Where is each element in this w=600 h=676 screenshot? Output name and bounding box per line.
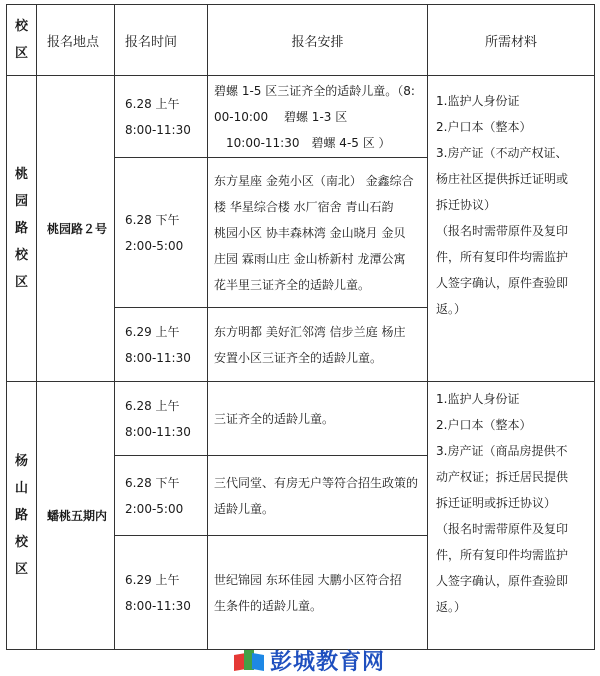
materials-line: 2.户口本（整本）: [436, 418, 532, 432]
arrangement-line: 三证齐全的适龄儿童。: [214, 411, 335, 426]
campus-cell: [7, 382, 37, 650]
time-range: 8:00-11:30: [125, 122, 191, 137]
time-cell: [115, 456, 208, 536]
arrangement-cell: [208, 456, 428, 536]
materials-cell: [428, 76, 595, 382]
arrangement-cell: [208, 382, 428, 456]
arrangement-line: 适龄儿童。: [214, 501, 275, 516]
materials-line: 杨庄社区提供拆迁证明或: [436, 172, 569, 186]
materials-line: 3.房产证（商品房提供不: [436, 444, 568, 458]
header-campus-char: 校: [14, 19, 28, 34]
watermark-text: 彭城教育网: [270, 649, 386, 675]
campus-char: 园: [14, 194, 28, 209]
arrangement-line: 桃园小区 协丰森林湾 金山晓月 金贝: [214, 225, 406, 240]
time-date: 6.28 下午: [125, 475, 180, 490]
campus-cell: [7, 76, 37, 382]
table-row: [7, 76, 595, 158]
registration-table: [6, 4, 595, 650]
materials-line: 拆迁证明或拆迁协议）: [436, 496, 557, 510]
header-campus: [7, 5, 37, 76]
arrangement-line: 碧螺 1-5 区三证齐全的适龄儿童。（8:: [214, 83, 415, 98]
campus-char: 区: [14, 562, 28, 577]
campus-char: 区: [14, 275, 28, 290]
materials-line: （报名时需带原件及复印: [436, 224, 569, 238]
campus-char: 路: [14, 508, 28, 523]
time-range: 2:00-5:00: [125, 501, 184, 516]
arrangement-line: 花半里三证齐全的适龄儿童。: [214, 277, 371, 292]
time-cell: [115, 382, 208, 456]
header-row: [7, 5, 595, 76]
arrangement-line: 生条件的适龄儿童。: [214, 598, 323, 613]
materials-cell: [428, 382, 595, 650]
arrangement-cell: [208, 158, 428, 308]
arrangement-line: 世纪锦园 东环佳园 大鹏小区符合招: [214, 572, 402, 587]
arrangement-line: 东方星座 金苑小区（南北） 金鑫综合: [214, 173, 414, 188]
time-date: 6.29 上午: [125, 572, 180, 587]
time-date: 6.28 下午: [125, 212, 180, 227]
header-campus-char: 区: [14, 46, 28, 61]
time-cell: [115, 158, 208, 308]
time-date: 6.28 上午: [125, 96, 180, 111]
materials-line: 3.房产证（不动产权证、: [436, 146, 568, 160]
materials-line: （报名时需带原件及复印: [436, 522, 569, 536]
materials-line: 1.监护人身份证: [436, 392, 520, 406]
time-range: 8:00-11:30: [125, 424, 191, 439]
time-date: 6.28 上午: [125, 398, 180, 413]
campus-char: 校: [14, 248, 28, 263]
campus-char: 杨: [14, 454, 28, 469]
place-cell: 蟠桃五期内: [37, 382, 115, 650]
arrangement-line: 楼 华星综合楼 水厂宿舍 青山石韵: [214, 199, 394, 214]
campus-char: 校: [14, 535, 28, 550]
arrangement-line: 东方明都 美好汇邻湾 信步兰庭 杨庄: [214, 324, 406, 339]
arrangement-line: 00-10:00 碧螺 1-3 区: [214, 109, 348, 124]
materials-line: 1.监护人身份证: [436, 94, 520, 108]
campus-char: 桃: [14, 167, 28, 182]
arrangement-line: 安置小区三证齐全的适龄儿童。: [214, 350, 383, 365]
time-cell: [115, 76, 208, 158]
materials-line: 人签字确认，原件查验即: [436, 276, 569, 290]
campus-char: 山: [14, 481, 28, 496]
arrangement-line: 10:00-11:30 碧螺 4-5 区 ）: [214, 135, 391, 150]
arrangement-cell: [208, 308, 428, 382]
place-cell: 桃园路２号: [37, 76, 115, 382]
time-range: 8:00-11:30: [125, 350, 191, 365]
campus-char: 路: [14, 221, 28, 236]
arrangement-cell: [208, 76, 428, 158]
header-place: 报名地点: [37, 5, 115, 76]
time-range: 2:00-5:00: [125, 238, 184, 253]
time-cell: [115, 536, 208, 650]
time-range: 8:00-11:30: [125, 598, 191, 613]
materials-line: 返。）: [436, 600, 467, 614]
header-arrangement: 报名安排: [208, 5, 428, 76]
time-cell: [115, 308, 208, 382]
materials-line: 件，所有复印件均需监护: [436, 548, 569, 562]
header-materials: 所需材料: [428, 5, 595, 76]
materials-line: 人签字确认，原件查验即: [436, 574, 569, 588]
materials-line: 返。）: [436, 302, 467, 316]
watermark-logo: [234, 647, 385, 673]
book-logo-icon: [234, 648, 264, 672]
materials-line: 2.户口本（整本）: [436, 120, 532, 134]
arrangement-line: 庄园 霖雨山庄 金山桥新村 龙潭公寓: [214, 251, 406, 266]
arrangement-line: 三代同堂、有房无户等符合招生政策的: [214, 475, 419, 490]
table-row: [7, 382, 595, 456]
time-date: 6.29 上午: [125, 324, 180, 339]
materials-line: 动产权证；拆迁居民提供: [436, 470, 569, 484]
header-time: 报名时间: [115, 5, 208, 76]
materials-line: 拆迁协议）: [436, 198, 497, 212]
arrangement-cell: [208, 536, 428, 650]
materials-line: 件，所有复印件均需监护: [436, 250, 569, 264]
